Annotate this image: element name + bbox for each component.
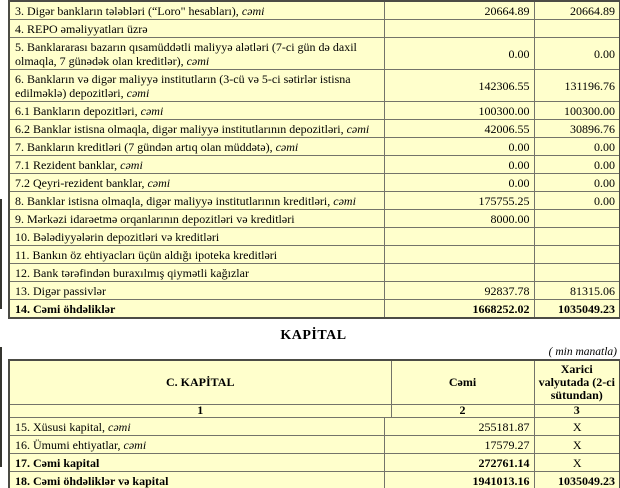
value-foreign-currency <box>534 210 620 228</box>
value-foreign-currency: 1035049.23 <box>534 472 620 488</box>
capital-table-header <box>8 359 620 419</box>
value-total <box>384 20 534 38</box>
table-row <box>9 20 620 38</box>
total-capital-row <box>9 454 620 472</box>
column-number-1: 1 <box>9 405 391 419</box>
value-total: 175755.25 <box>384 192 534 210</box>
value-total: 92837.78 <box>384 282 534 300</box>
row-label: 3. Digər bankların tələbləri (“Loro" hesabları), cəmi <box>9 1 384 20</box>
table-row <box>9 102 620 120</box>
row-label: 7.2 Qeyri-rezident banklar, cəmi <box>9 174 384 192</box>
liabilities-table <box>8 0 620 319</box>
value-total: 1941013.16 <box>384 472 534 488</box>
capital-section-heading: KAPİTAL <box>280 328 347 343</box>
value-foreign-currency: 0.00 <box>534 156 620 174</box>
value-foreign-currency: 30896.76 <box>534 120 620 138</box>
table-row <box>9 264 620 282</box>
row-label: 9. Mərkəzi idarəetmə orqanlarının depozitləri və kreditləri <box>9 210 384 228</box>
value-total: 0.00 <box>384 156 534 174</box>
column-header-kapital: C. KAPİTAL <box>9 360 391 405</box>
table-row <box>9 418 620 436</box>
value-foreign-currency: X <box>534 418 620 436</box>
value-foreign-currency <box>534 264 620 282</box>
value-total <box>384 246 534 264</box>
row-label: 17. Cəmi kapital <box>9 454 384 472</box>
value-foreign-currency: 100300.00 <box>534 102 620 120</box>
table-row <box>9 174 620 192</box>
value-total: 8000.00 <box>384 210 534 228</box>
table-row <box>9 156 620 174</box>
row-label: 13. Digər passivlər <box>9 282 384 300</box>
row-label: 7. Bankların kreditləri (7 gündən artıq olan müddətə), cəmi <box>9 138 384 156</box>
table-row <box>9 246 620 264</box>
table-row <box>9 228 620 246</box>
column-number-3: 3 <box>534 405 620 419</box>
row-label: 11. Bankın öz ehtiyacları üçün aldığı ipoteka kreditləri <box>9 246 384 264</box>
table-row <box>9 436 620 454</box>
cropped-left-border-artifact-top <box>0 199 2 309</box>
value-total: 0.00 <box>384 38 534 70</box>
total-liabilities-row <box>9 300 620 319</box>
column-numbering-row <box>9 405 620 419</box>
value-total: 142306.55 <box>384 70 534 102</box>
value-total: 255181.87 <box>384 418 534 436</box>
cropped-left-border-artifact-bottom <box>0 347 2 467</box>
value-foreign-currency: X <box>534 436 620 454</box>
value-foreign-currency <box>534 20 620 38</box>
table-row <box>9 138 620 156</box>
total-liabilities-and-capital-row <box>9 472 620 488</box>
row-label: 10. Bələdiyyələrin depozitləri və kreditləri <box>9 228 384 246</box>
value-total <box>384 264 534 282</box>
value-total: 17579.27 <box>384 436 534 454</box>
value-total: 0.00 <box>384 138 534 156</box>
value-total: 272761.14 <box>384 454 534 472</box>
value-total <box>384 228 534 246</box>
value-foreign-currency: 0.00 <box>534 38 620 70</box>
value-foreign-currency: 81315.06 <box>534 282 620 300</box>
value-foreign-currency <box>534 246 620 264</box>
value-total: 1668252.02 <box>384 300 534 319</box>
row-label: 16. Ümumi ehtiyatlar, cəmi <box>9 436 384 454</box>
value-foreign-currency: 20664.89 <box>534 1 620 20</box>
table-row <box>9 1 620 20</box>
value-foreign-currency: 131196.76 <box>534 70 620 102</box>
table-row <box>9 120 620 138</box>
value-foreign-currency <box>534 228 620 246</box>
table-row <box>9 70 620 102</box>
table-row <box>9 282 620 300</box>
row-label: 5. Banklararası bazarın qısamüddətli maliyyə alətləri (7-ci gün də daxil olmaqla, 7 günədək olan kreditlər), cəmi <box>9 38 384 70</box>
capital-table-body <box>8 417 620 488</box>
value-total: 0.00 <box>384 174 534 192</box>
row-label: 14. Cəmi öhdəliklər <box>9 300 384 319</box>
value-total: 42006.55 <box>384 120 534 138</box>
value-total: 20664.89 <box>384 1 534 20</box>
column-number-2: 2 <box>391 405 534 419</box>
table-row <box>9 38 620 70</box>
header-row <box>9 360 620 405</box>
value-foreign-currency: 1035049.23 <box>534 300 620 319</box>
column-header-total: Cəmi <box>391 360 534 405</box>
row-label: 15. Xüsusi kapital, cəmi <box>9 418 384 436</box>
value-total: 100300.00 <box>384 102 534 120</box>
column-header-foreign-currency: Xarici valyutada (2-ci sütundan) <box>534 360 620 405</box>
value-foreign-currency: 0.00 <box>534 138 620 156</box>
row-label: 4. REPO əməliyyatları üzrə <box>9 20 384 38</box>
row-label: 6.2 Banklar istisna olmaqla, digər maliyyə institutlarının depozitləri, cəmi <box>9 120 384 138</box>
table-row <box>9 192 620 210</box>
value-foreign-currency: X <box>534 454 620 472</box>
row-label: 6.1 Bankların depozitləri, cəmi <box>9 102 384 120</box>
value-foreign-currency: 0.00 <box>534 174 620 192</box>
unit-note: ( min manatla) <box>548 346 617 358</box>
row-label: 6. Bankların və digər maliyyə institutların (3-cü və 5-ci sətirlər istisna edilməklə) depozitləri, cəmi <box>9 70 384 102</box>
row-label: 7.1 Rezident banklar, cəmi <box>9 156 384 174</box>
row-label: 18. Cəmi öhdəliklər və kapital <box>9 472 384 488</box>
report-sheet <box>8 0 619 488</box>
row-label: 12. Bank tərəfindən buraxılmış qiymətli kağızlar <box>9 264 384 282</box>
row-label: 8. Banklar istisna olmaqla, digər maliyyə institutlarının kreditləri, cəmi <box>9 192 384 210</box>
table-row <box>9 210 620 228</box>
value-foreign-currency: 0.00 <box>534 192 620 210</box>
